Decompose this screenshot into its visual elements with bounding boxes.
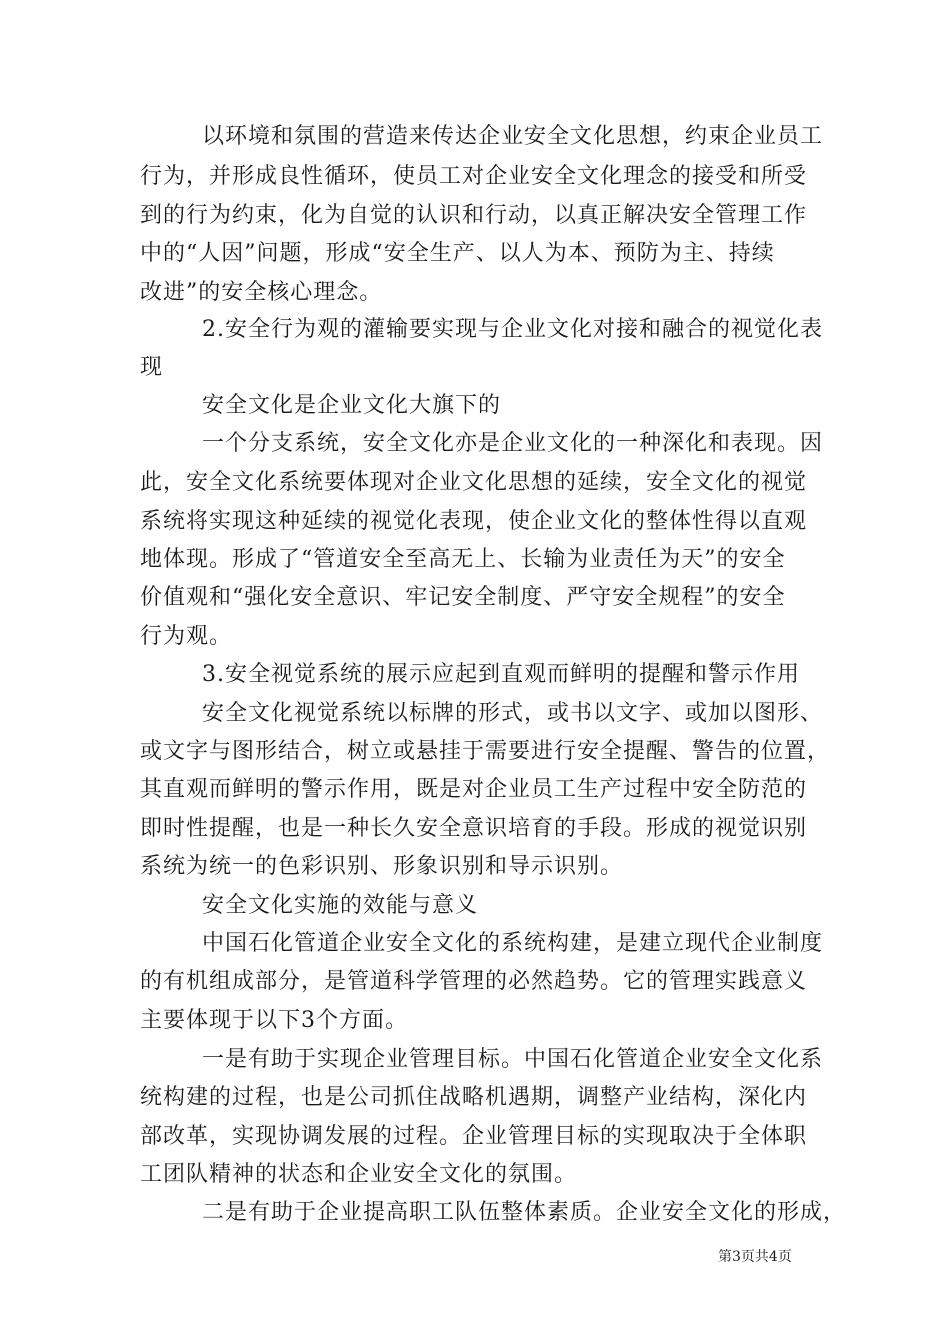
text-line: 价值观和“强化安全意识、牢记安全制度、严守安全规程”的安全	[140, 585, 786, 610]
text-line: 中国石化管道企业安全文化的系统构建，是建立现代企业制度	[202, 931, 824, 956]
text-line: 现	[140, 355, 164, 380]
text-line: 系统将实现这种延续的视觉化表现，使企业文化的整体性得以直观	[140, 509, 808, 534]
text-line: 二是有助于企业提高职工队伍整体素质。企业安全文化的形成，	[202, 1200, 847, 1225]
text-line: 主要体现于以下3个方面。	[140, 1008, 408, 1033]
text-line: 安全文化视觉系统以标牌的形式，或书以文字、或加以图形、	[202, 701, 824, 726]
text-line: 行为观。	[140, 624, 233, 649]
text-line: 其直观而鲜明的警示作用，既是对企业员工生产过程中安全防范的	[140, 777, 808, 802]
text-line: 行为，并形成良性循环，使员工对企业安全文化理念的接受和所受	[140, 164, 808, 189]
text-line: 一是有助于实现企业管理目标。中国石化管道企业安全文化系	[202, 1047, 824, 1072]
text-line: 工团队精神的状态和企业安全文化的氛围。	[140, 1162, 578, 1187]
section-heading: 安全文化实施的效能与意义	[202, 893, 479, 918]
text-line: 或文字与图形结合，树立或悬挂于需要进行安全提醒、警告的位置，	[140, 739, 831, 764]
text-line: 以环境和氛围的营造来传达企业安全文化思想，约束企业员工	[202, 124, 824, 149]
text-line: 地体现。形成了“管道安全至高无上、长输为业责任为天”的安全	[140, 547, 786, 572]
section-heading-3: 3.安全视觉系统的展示应起到直观而鲜明的提醒和警示作用	[202, 662, 800, 687]
text-line: 统构建的过程，也是公司抓住战略机遇期，调整产业结构，深化内	[140, 1085, 808, 1110]
text-line: 的有机组成部分，是管道科学管理的必然趋势。它的管理实践意义	[140, 969, 808, 994]
text-line: 此，安全文化系统要体现对企业文化思想的延续，安全文化的视觉	[140, 470, 808, 495]
text-line: 系统为统一的色彩识别、形象识别和导示识别。	[140, 854, 624, 879]
text-line: 中的“人因”问题，形成“安全生产、以人为本、预防为主、持续	[140, 241, 775, 266]
page-number: 第3页共4页	[718, 1249, 792, 1265]
text-line: 即时性提醒，也是一种长久安全意识培育的手段。形成的视觉识别	[140, 816, 808, 841]
text-line: 改进”的安全核心理念。	[140, 280, 383, 305]
text-line: 部改革，实现协调发展的过程。企业管理目标的实现取决于全体职	[140, 1124, 808, 1149]
section-heading-2: 2.安全行为观的灌输要实现与企业文化对接和融合的视觉化表	[202, 317, 823, 342]
text-line: 一个分支系统，安全文化亦是企业文化的一种深化和表现。因	[202, 431, 824, 456]
text-line: 到的行为约束，化为自觉的认识和行动，以真正解决安全管理工作	[140, 203, 808, 228]
text-line: 安全文化是企业文化大旗下的	[202, 393, 502, 418]
